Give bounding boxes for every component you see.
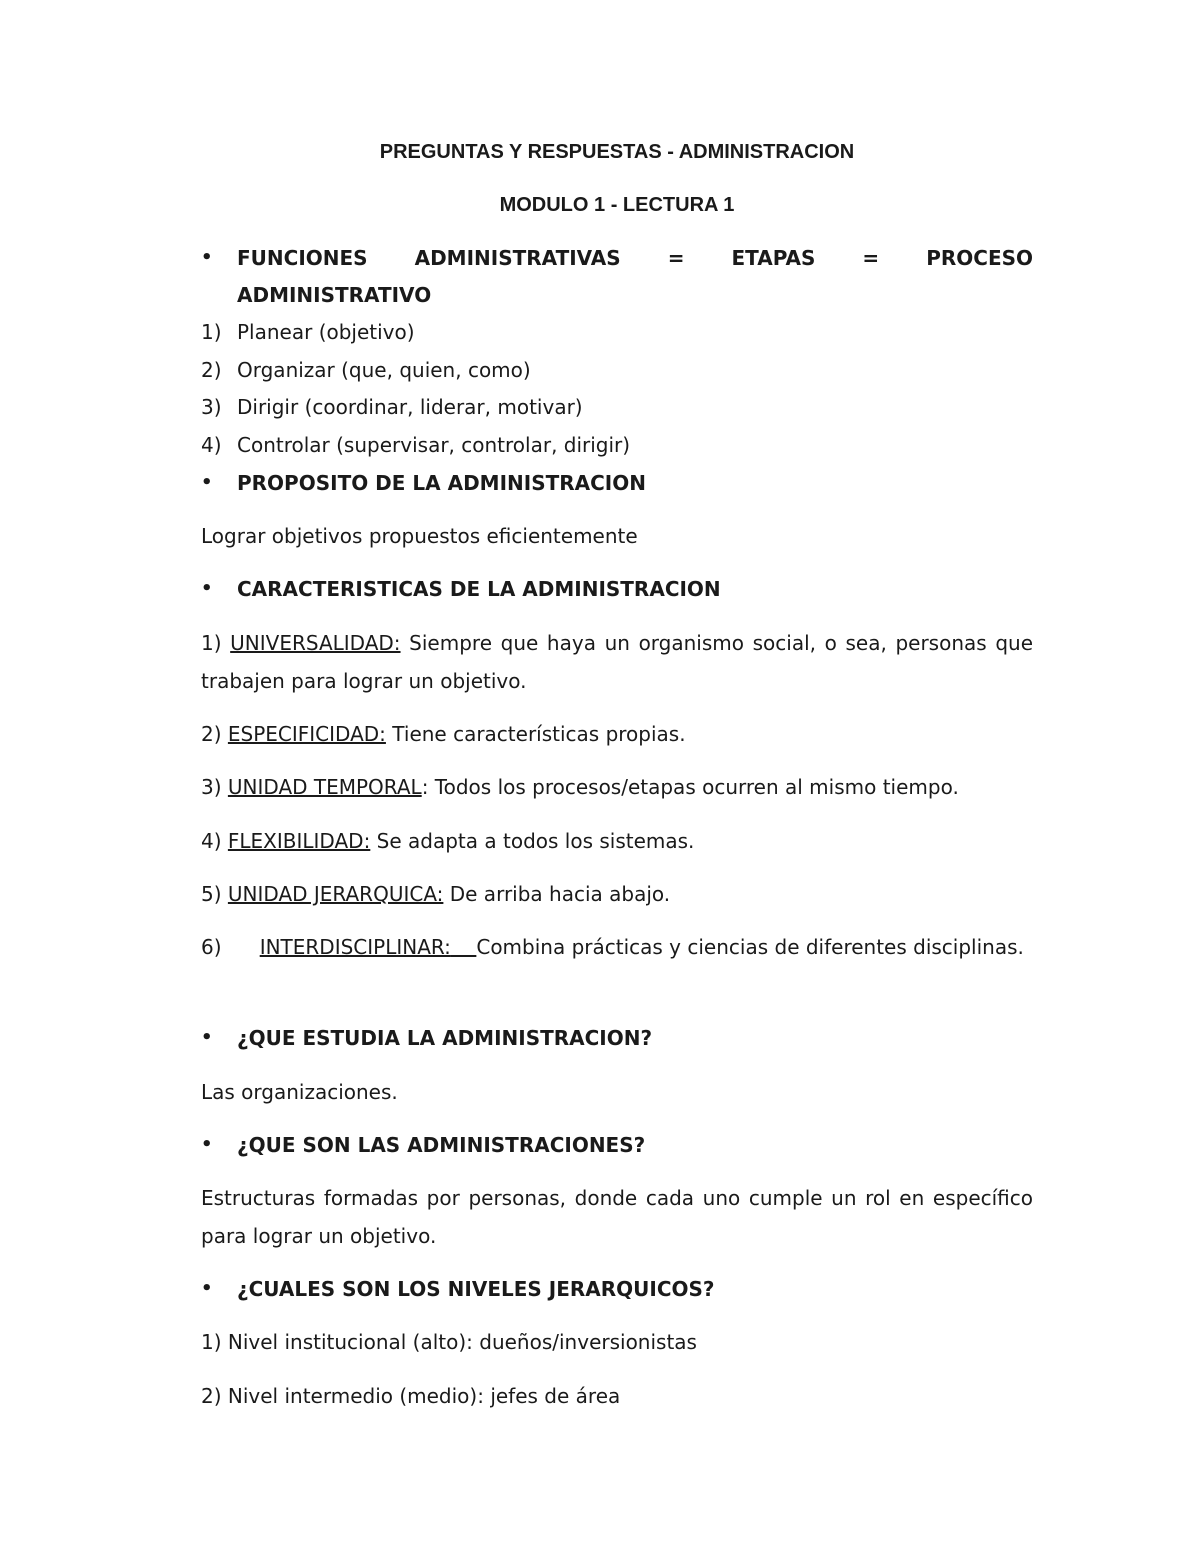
caracteristica-item: 5) UNIDAD JERARQUICA: De arriba hacia abajo.	[201, 882, 671, 906]
bullet-icon: •	[201, 472, 213, 493]
bullet-icon: •	[201, 1134, 213, 1155]
list-item: 4) Controlar (supervisar, controlar, dirigir)	[201, 433, 631, 457]
document-title: PREGUNTAS Y RESPUESTAS - ADMINISTRACION	[379, 141, 855, 163]
list-item: 1) Planear (objetivo)	[201, 320, 415, 344]
caracteristica-item: 1) UNIVERSALIDAD: Siempre que haya un organismo social, o sea, personas que trabajen para lograr un objetivo.	[201, 631, 1033, 693]
son-answer: Estructuras formadas por personas, donde cada uno cumple un rol en específico para lograr un objetivo.	[201, 1186, 1033, 1248]
proposito-heading: • PROPOSITO DE LA ADMINISTRACION	[201, 464, 1033, 502]
proposito-answer: Lograr objetivos propuestos eficientemente	[201, 524, 638, 548]
funciones-heading	[201, 239, 1033, 277]
caracteristica-item: 4) FLEXIBILIDAD: Se adapta a todos los sistemas.	[201, 829, 695, 853]
caracteristica-item: 2) ESPECIFICIDAD: Tiene características propias.	[201, 722, 686, 746]
nivel-item: 2) Nivel intermedio (medio): jefes de área	[201, 1384, 621, 1408]
bullet-icon: •	[201, 247, 213, 268]
document-subtitle: MODULO 1 - LECTURA 1	[499, 194, 735, 216]
caracteristicas-heading: • CARACTERISTICAS DE LA ADMINISTRACION	[201, 570, 1033, 608]
estudia-heading: • ¿QUE ESTUDIA LA ADMINISTRACION?	[201, 1019, 1033, 1057]
niveles-heading: • ¿CUALES SON LOS NIVELES JERARQUICOS?	[201, 1270, 1033, 1308]
bullet-icon: •	[201, 578, 213, 599]
estudia-answer: Las organizaciones.	[201, 1080, 398, 1104]
bullet-icon: •	[201, 1027, 213, 1048]
funciones-heading-line2: ADMINISTRATIVO	[237, 283, 432, 307]
list-item: 2) Organizar (que, quien, como)	[201, 358, 531, 382]
caracteristica-item: 3) UNIDAD TEMPORAL: Todos los procesos/etapas ocurren al mismo tiempo.	[201, 775, 959, 799]
bullet-icon: •	[201, 1278, 213, 1299]
funciones-heading-line1: FUNCIONES ADMINISTRATIVAS = ETAPAS = PROCESO	[237, 246, 1034, 270]
list-item: 3) Dirigir (coordinar, liderar, motivar)	[201, 395, 583, 419]
nivel-item: 1) Nivel institucional (alto): dueños/inversionistas	[201, 1330, 697, 1354]
caracteristica-item: 6) INTERDISCIPLINAR: Combina prácticas y ciencias de diferentes disciplinas.	[201, 935, 1024, 959]
son-heading: • ¿QUE SON LAS ADMINISTRACIONES?	[201, 1126, 1033, 1164]
